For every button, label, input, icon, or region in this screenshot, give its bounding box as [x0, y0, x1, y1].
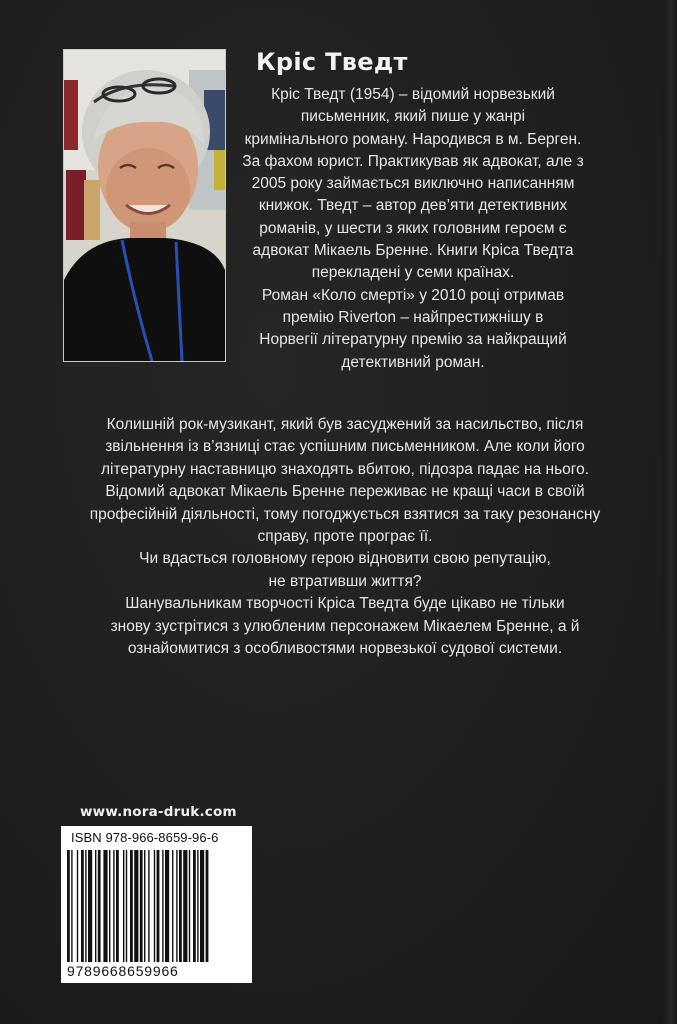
- bio-line: детективний роман.: [341, 353, 485, 371]
- summary-line: ознайомитися з особливостями норвезької судової системи.: [127, 640, 563, 658]
- book-summary: [60, 414, 630, 660]
- author-name: Кріс Тведт: [256, 48, 408, 76]
- author-bio: [240, 84, 586, 374]
- publisher-website: www.nora-druk.com: [80, 804, 237, 820]
- summary-line: Відомий адвокат Мікаель Бренне переживає не кращі часи в своїй: [105, 483, 585, 501]
- bio-line: Кріс Тведт (1954) – відомий норвезький: [271, 86, 555, 103]
- spine-edge: [663, 0, 677, 1024]
- bio-line: Роман «Коло смерті» у 2010 році отримав: [261, 286, 565, 304]
- isbn-label: ISBN 978-966-8659-96-6: [71, 830, 219, 845]
- bio-line: книжок. Тведт – автор дев’яти детективних: [258, 197, 568, 215]
- bio-line: За фахом юрист. Практикував як адвокат, але з: [242, 152, 584, 170]
- bio-line: письменник, який пише у жанрі: [300, 108, 526, 126]
- bio-line: кримінального роману. Народився в м. Берген.: [244, 130, 582, 148]
- barcode-bars: [67, 850, 247, 964]
- summary-line: знову зустрітися з улюбленим персонажем Мікаелем Бренне, а й: [110, 617, 580, 635]
- summary-line: не втративши життя?: [268, 572, 422, 590]
- summary-line: Колишній рок-музикант, який був засуджений за насильство, після: [106, 416, 584, 433]
- summary-line: Шанувальникам творчості Кріса Тведта буде цікаво не тільки: [125, 595, 565, 613]
- barcode-digits: 9789668659966: [67, 963, 179, 979]
- summary-line: Чи вдасться головному герою відновити свою репутацію,: [139, 550, 551, 568]
- summary-line: літературну наставницю знаходять вбитою, підозра падає на нього.: [100, 460, 590, 478]
- summary-line: справу, проте програє її.: [257, 528, 433, 546]
- summary-line: звільнення із в’язниці стає успішним письменником. Але коли його: [105, 438, 585, 456]
- bio-line: романів, у шести з яких головним героєм є: [259, 219, 567, 237]
- bio-line: адвокат Мікаель Бренне. Книги Кріса Тведта: [252, 242, 574, 260]
- summary-line: професійній діяльності, тому погоджується взятися за таку резонансну: [89, 505, 601, 523]
- bio-line: премію Riverton – найпрестижнішу в: [282, 308, 544, 326]
- author-photo: [63, 49, 226, 362]
- isbn-barcode: [61, 826, 252, 983]
- bio-line: перекладені у семи країнах.: [311, 264, 515, 282]
- bio-line: Норвегії літературну премію за найкращий: [259, 331, 567, 349]
- bio-line: 2005 року займається виключно написанням: [251, 175, 575, 193]
